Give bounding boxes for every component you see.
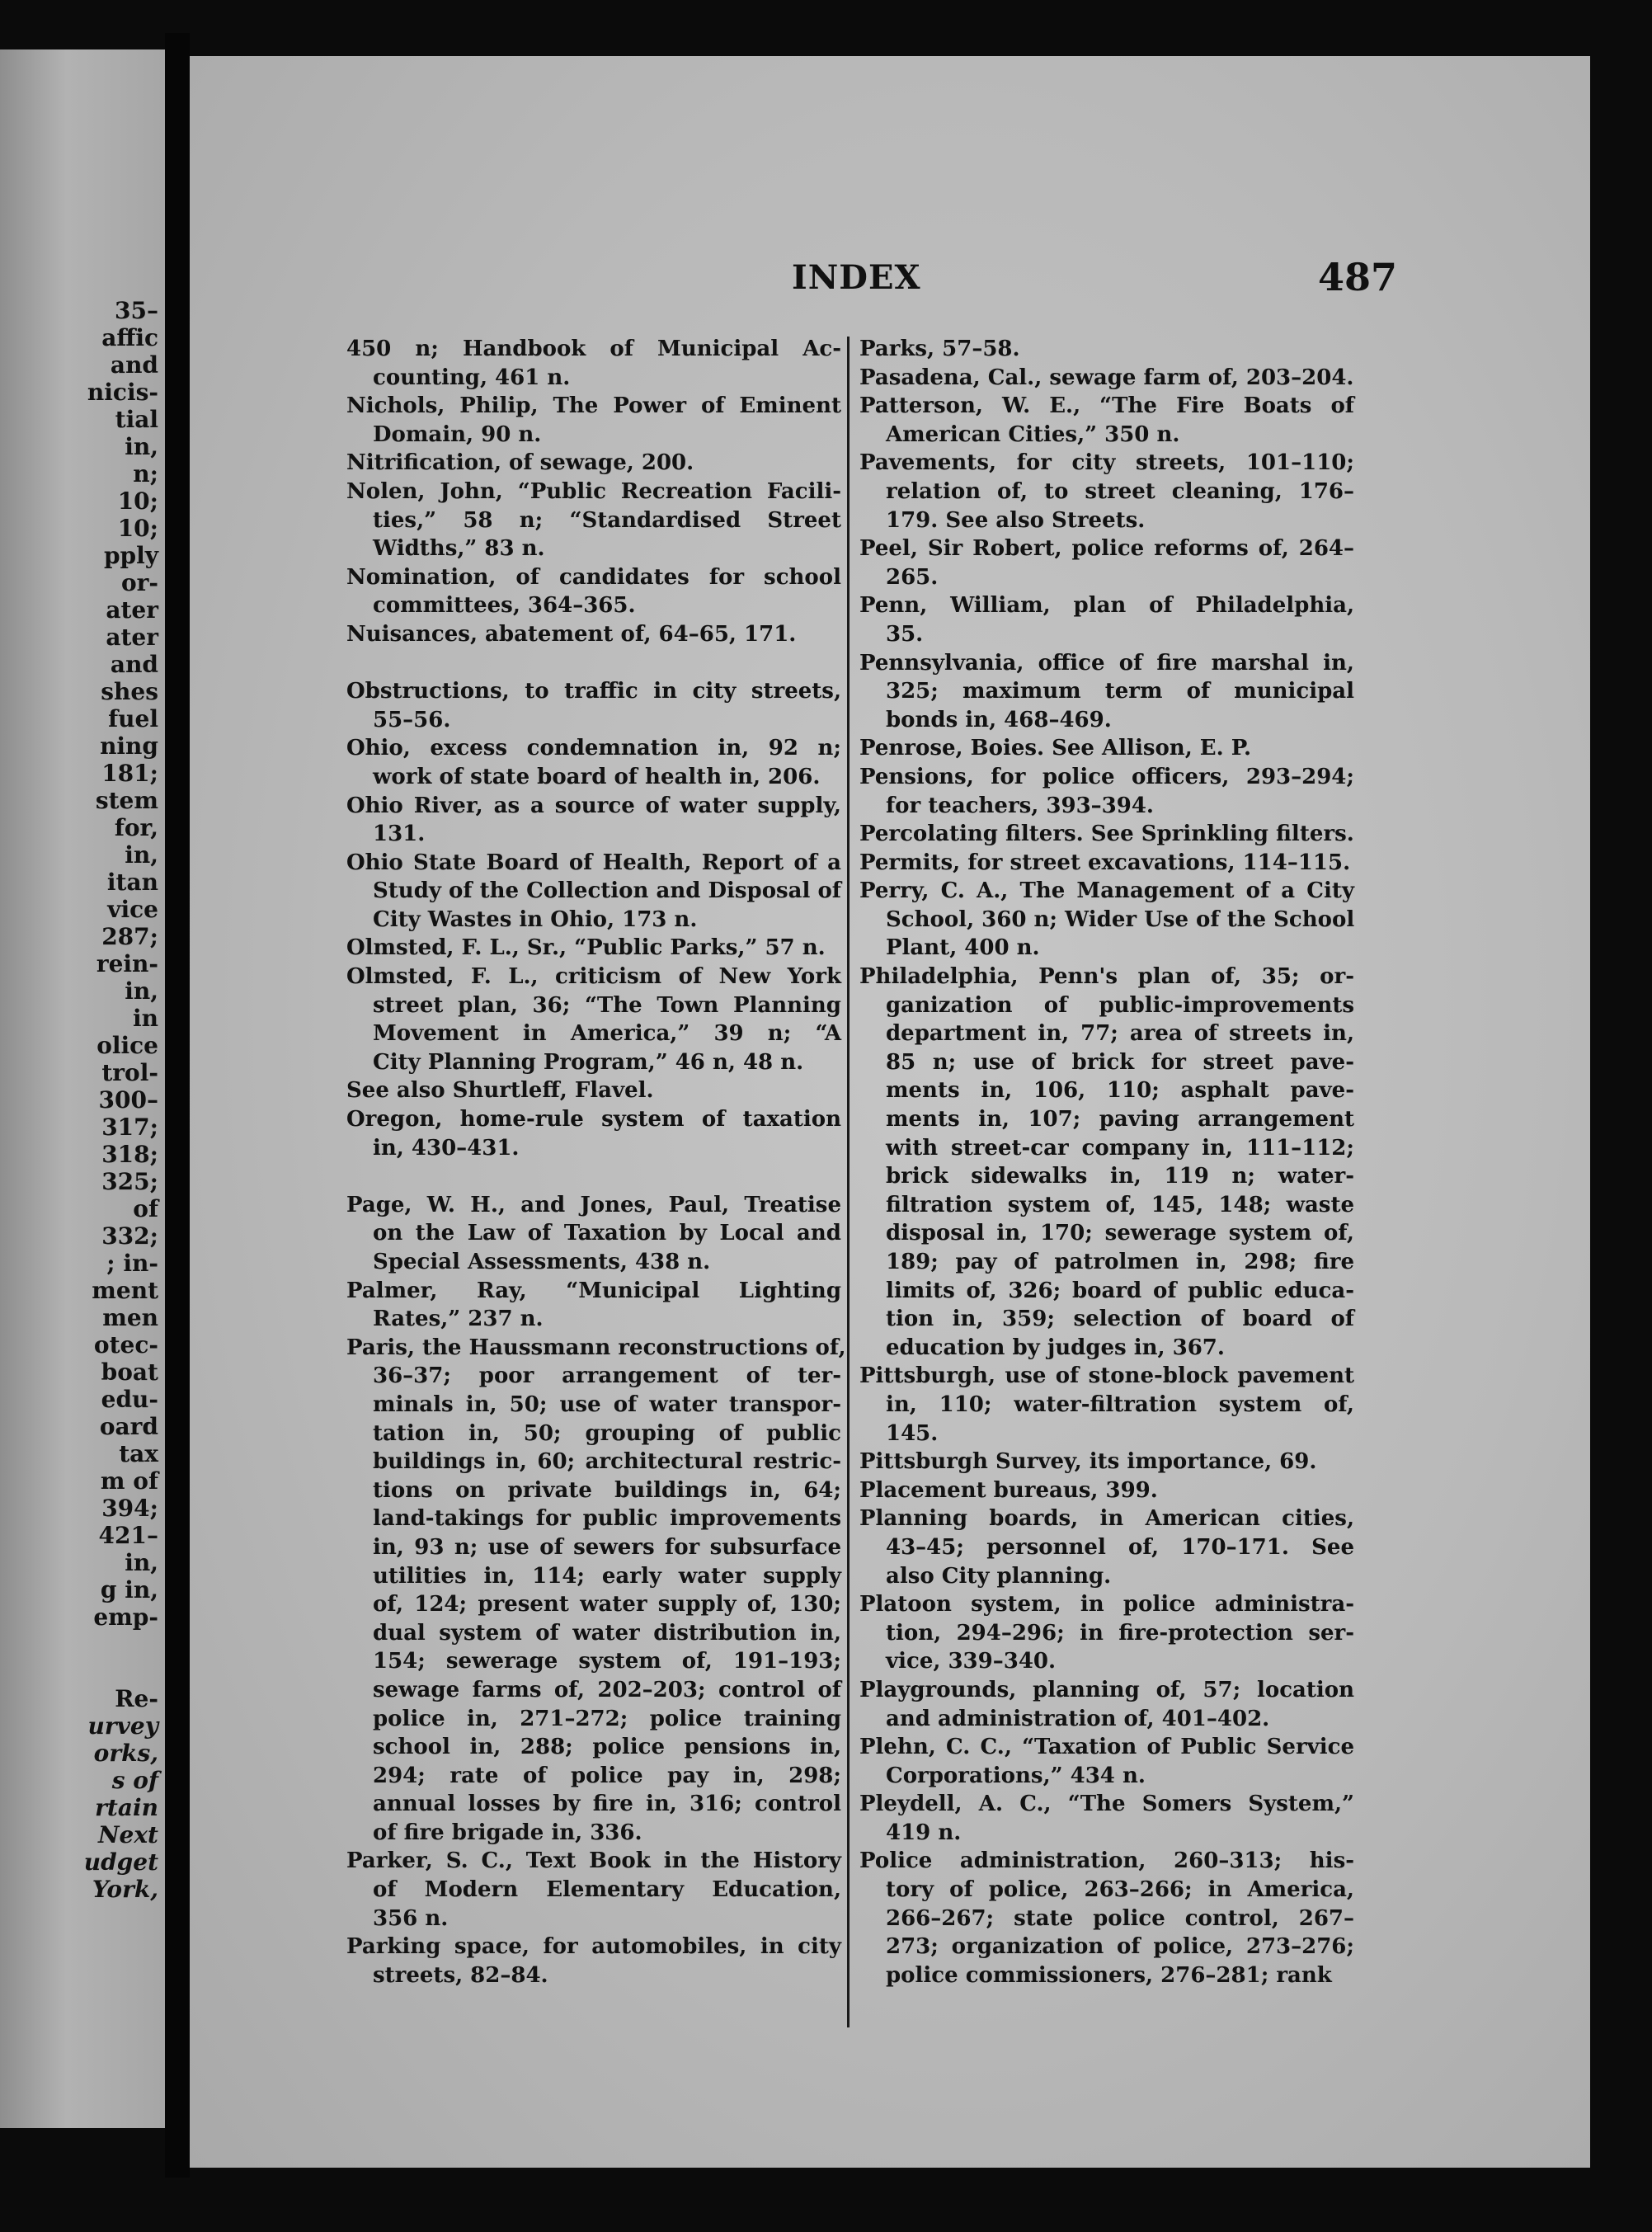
fragment-line: Re- [115,1685,158,1712]
index-line: Police administration, 260–313; his- [859,1848,1354,1874]
index-line: City Planning Program,” 46 n, 48 n. [373,1049,804,1075]
fragment-line: tax [119,1440,158,1467]
fragment-line: York, [92,1876,158,1903]
fragment-line: 287; [101,923,158,950]
fragment-line: nicis- [87,379,158,406]
fragment-line: 300– [98,1086,158,1114]
index-line: 131. [373,822,426,847]
index-line: City Wastes in Ohio, 173 n. [373,906,698,932]
index-line: tation in, 50; grouping of public [373,1420,841,1446]
index-line: bonds in, 468–469. [886,707,1112,732]
fragment-line: ater [106,624,158,651]
index-line: Pleydell, A. C., “The Somers System,” [859,1792,1354,1817]
index-line: Palmer, Ray, “Municipal Lighting [346,1278,841,1303]
index-line: Domain, 90 n. [373,421,542,447]
fragment-line: itan [106,869,158,896]
fragment-line: 10; [117,487,158,515]
fragment-line: affic [101,324,158,351]
index-line: Oregon, home-rule system of taxation [346,1107,841,1132]
fragment-line: rtain [95,1794,158,1821]
index-line: relation of, to street cleaning, 176– [886,478,1354,504]
index-line: Pittsburgh, use of stone-block pavement [859,1363,1354,1389]
column-divider [847,337,850,2027]
index-line: 179. See also Streets. [886,507,1146,533]
fragment-line: orks, [93,1740,158,1767]
index-line: of, 124; present water supply of, 130; [373,1592,841,1617]
index-line: Plant, 400 n. [886,935,1040,961]
book-gutter [165,33,190,2178]
index-line: Study of the Collection and Disposal of [373,878,841,904]
index-column-left [346,335,846,1989]
page-header [190,255,1590,308]
index-line: police in, 271–272; police training [373,1706,841,1731]
left-page-edge [0,49,165,2128]
fragment-line: 181; [101,760,158,787]
index-line: with street-car company in, 111–112; [886,1135,1354,1161]
index-line: 325; maximum term of municipal [886,679,1354,704]
index-line: Nitrification, of sewage, 200. [346,450,694,476]
index-line: department in, 77; area of streets in, [886,1021,1354,1047]
fragment-line: 421– [98,1522,158,1549]
index-line: tions on private buildings in, 64; [373,1477,841,1503]
index-line: Ohio, excess condemnation in, 92 n; [346,736,841,761]
index-page [190,56,1590,2168]
index-line: Percolating filters. See Sprinkling filters. [859,822,1354,847]
index-line: See also Shurtleff, Flavel. [346,1078,654,1104]
index-line: Platoon system, in police administra- [859,1592,1354,1617]
fragment-line: for, [114,814,158,841]
left-page-text-fragments [84,297,158,1903]
fragment-line: urvey [87,1712,158,1740]
fragment-line: udget [83,1848,158,1876]
index-line: 36–37; poor arrangement of ter- [373,1363,841,1389]
index-line: Paris, the Haussmann reconstructions of, [346,1335,846,1360]
index-line: 265. [886,564,939,590]
fragment-line: trol- [101,1059,158,1086]
index-column-right [859,335,1354,1989]
fragment-line: Next [97,1821,158,1848]
index-line: filtration system of, 145, 148; waste [886,1192,1354,1217]
index-line: school in, 288; police pensions in, [373,1735,841,1760]
index-line: counting, 461 n. [373,365,571,390]
index-line: tion in, 359; selection of board of [886,1307,1354,1332]
index-line: Corporations,” 434 n. [886,1763,1146,1788]
index-line: Ohio River, as a source of water supply, [346,793,841,818]
index-line: Nichols, Philip, The Power of Eminent [346,393,841,419]
index-line: committees, 364–365. [373,593,636,619]
fragment-line: g in, [100,1576,158,1603]
fragment-line: pply [103,542,158,569]
index-line: education by judges in, 367. [886,1335,1225,1360]
fragment-line: 318; [101,1141,158,1168]
fragment-line: and [110,351,158,379]
index-line: work of state board of health in, 206. [373,764,821,789]
index-line: Olmsted, F. L., Sr., “Public Parks,” 57 n. [346,935,826,961]
fragment-line: ; in- [106,1250,158,1277]
running-head-title: INDEX [792,258,921,297]
fragment-gap [84,1631,158,1685]
fragment-line: in, [125,841,158,869]
index-line: Ohio State Board of Health, Report of a [346,850,841,875]
fragment-line: in, [125,977,158,1005]
fragment-line: olice [96,1032,158,1059]
index-section-break [346,649,841,678]
index-line: 35. [886,621,924,647]
fragment-line: ment [92,1277,158,1304]
index-line: and administration of, 401–402. [886,1706,1270,1731]
fragment-line: emp- [93,1603,158,1631]
fragment-line: boat [101,1359,158,1386]
index-line: for teachers, 393–394. [886,793,1154,818]
index-line: streets, 82–84. [373,1962,548,1988]
fragment-line: tial [115,406,158,433]
index-line: Playgrounds, planning of, 57; location [859,1677,1354,1702]
index-line: Nolen, John, “Public Recreation Facili- [346,478,841,504]
index-line: Peel, Sir Robert, police reforms of, 264– [859,536,1354,562]
index-line: of fire brigade in, 336. [373,1820,642,1845]
index-line: also City planning. [886,1563,1112,1589]
index-line: 294; rate of police pay in, 298; [373,1763,841,1788]
fragment-line: and [110,651,158,678]
fragment-line: n; [133,460,158,487]
index-line: Pasadena, Cal., sewage farm of, 203–204. [859,365,1354,390]
index-line: ganization of public-improvements [886,992,1354,1018]
fragment-line: of [133,1195,158,1222]
index-line: Pavements, for city streets, 101–110; [859,450,1354,476]
fragment-line: oard [99,1413,158,1440]
index-line: Plehn, C. C., “Taxation of Public Service [859,1735,1354,1760]
fragment-line: in, [125,433,158,460]
index-line: Widths,” 83 n. [373,536,545,562]
index-line: Pensions, for police officers, 293–294; [859,764,1354,789]
fragment-line: vice [107,896,158,923]
page-number: 487 [1318,255,1398,299]
fragment-line: 10; [117,515,158,542]
index-line: Parker, S. C., Text Book in the History [346,1848,841,1874]
index-line: tory of police, 263–266; in America, [886,1877,1354,1903]
index-line: on the Law of Taxation by Local and [373,1221,841,1246]
index-line: street plan, 36; “The Town Planning [373,992,841,1018]
index-line: 85 n; use of brick for street pave- [886,1049,1354,1075]
fragment-line: 35– [115,297,158,324]
fragment-line: 325; [101,1168,158,1195]
index-line: vice, 339–340. [886,1649,1057,1674]
index-line: police commissioners, 276–281; rank [886,1962,1332,1988]
index-line: disposal in, 170; sewerage system of, [886,1221,1354,1246]
index-line: 43–45; personnel of, 170–171. See [886,1534,1354,1560]
index-line: in, 430–431. [373,1135,520,1161]
index-line: Parking space, for automobiles, in city [346,1934,841,1960]
index-line: Permits, for street excavations, 114–115. [859,850,1351,875]
index-line: dual system of water distribution in, [373,1620,841,1646]
index-line: buildings in, 60; architectural restric- [373,1449,841,1475]
index-line: 273; organization of police, 273–276; [886,1934,1354,1960]
index-line: 154; sewerage system of, 191–193; [373,1649,841,1674]
index-line: Page, W. H., and Jones, Paul, Treatise [346,1192,841,1217]
index-line: 419 n. [886,1820,962,1845]
index-line: ties,” 58 n; “Standardised Street [373,507,841,533]
index-line: tion, 294–296; in fire-protection ser- [886,1620,1354,1646]
index-line: Placement bureaus, 399. [859,1477,1158,1503]
fragment-line: ning [100,732,158,760]
index-line: Patterson, W. E., “The Fire Boats of [859,393,1354,419]
index-line: Nomination, of candidates for school [346,564,841,590]
index-line: School, 360 n; Wider Use of the School [886,906,1355,932]
index-line: 450 n; Handbook of Municipal Ac- [346,337,841,361]
index-line: Pennsylvania, office of fire marshal in, [859,650,1354,676]
fragment-line: stem [95,787,158,814]
index-line: Nuisances, abatement of, 64–65, 171. [346,621,797,647]
fragment-line: m of [100,1467,158,1495]
fragment-line: or- [120,569,158,596]
index-line: Penn, William, plan of Philadelphia, [859,593,1354,619]
index-line: utilities in, 114; early water supply [373,1563,841,1589]
fragment-line: shes [101,678,158,705]
index-line: Olmsted, F. L., criticism of New York [346,964,841,990]
fragment-line: fuel [108,705,158,732]
fragment-line: in, [125,1549,158,1576]
index-line: land-takings for public improvements [373,1506,841,1532]
index-line: Movement in America,” 39 n; “A [373,1021,841,1047]
index-line: annual losses by fire in, 316; control [373,1792,841,1817]
fragment-line: ater [106,596,158,624]
index-line: Planning boards, in American cities, [859,1506,1354,1532]
index-line: 145. [886,1420,939,1446]
fragment-line: men [102,1304,158,1331]
index-line: ments in, 107; paving arrangement [886,1107,1354,1132]
index-line: 55–56. [373,707,451,732]
index-line: limits of, 326; board of public educa- [886,1278,1354,1303]
index-line: in, 110; water-filtration system of, [886,1391,1354,1417]
fragment-line: otec- [93,1331,158,1359]
index-line: sewage farms of, 202–203; control of [373,1677,841,1702]
index-line: 189; pay of patrolmen in, 298; fire [886,1250,1354,1274]
index-line: minals in, 50; use of water transpor- [373,1391,841,1417]
index-line: Parks, 57–58. [859,337,1020,361]
index-line: Philadelphia, Penn's plan of, 35; or- [859,964,1354,990]
index-line: Obstructions, to traffic in city streets, [346,679,841,704]
index-line: of Modern Elementary Education, [373,1877,841,1903]
fragment-line: 317; [101,1114,158,1141]
index-line: in, 93 n; use of sewers for subsurface [373,1534,841,1560]
index-line: Pittsburgh Survey, its importance, 69. [859,1449,1317,1475]
index-section-break [346,1162,841,1191]
index-line: ments in, 106, 110; asphalt pave- [886,1078,1354,1104]
index-line: Rates,” 237 n. [373,1307,544,1332]
index-line: Penrose, Boies. See Allison, E. P. [859,736,1252,761]
index-line: 266–267; state police control, 267– [886,1905,1354,1931]
fragment-line: 332; [101,1222,158,1250]
index-line: 356 n. [373,1905,449,1931]
fragment-line: 394; [101,1495,158,1522]
fragment-line: s of [111,1767,158,1794]
fragment-line: edu- [101,1386,158,1413]
index-line: brick sidewalks in, 119 n; water- [886,1164,1354,1189]
fragment-line: rein- [96,950,158,977]
index-line: Special Assessments, 438 n. [373,1250,711,1274]
index-line: American Cities,” 350 n. [886,421,1180,447]
index-line: Perry, C. A., The Management of a City [859,878,1354,904]
fragment-line: in [133,1005,158,1032]
